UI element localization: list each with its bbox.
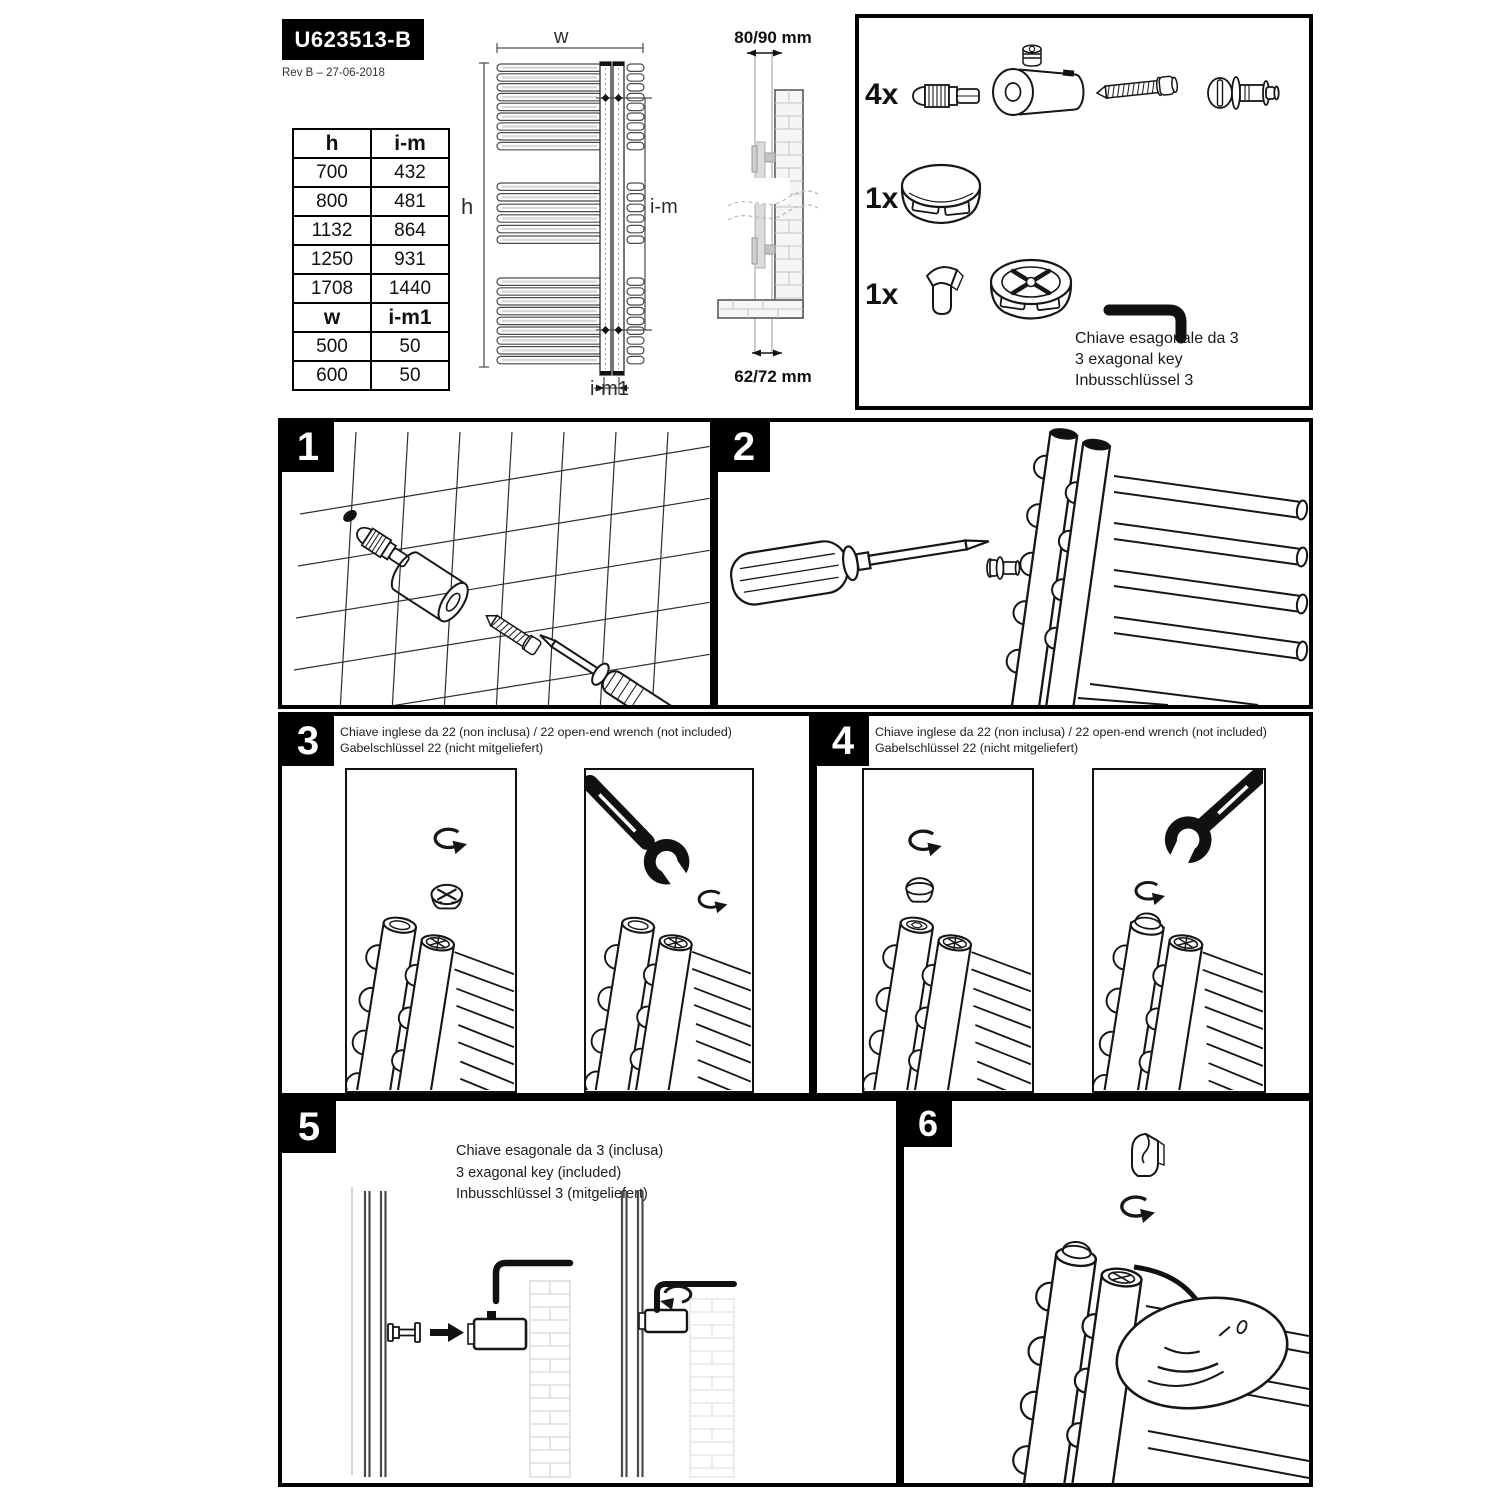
step2-panel [714, 418, 1313, 709]
step3-note-line1: Chiave inglese da 22 (non inclusa) / 22 open-end wrench (not included) [340, 725, 732, 739]
step5-note-line2: 3 exagonal key (included) [456, 1164, 622, 1181]
arrow-icon [430, 1323, 464, 1342]
valve-icon [991, 260, 1071, 319]
spec-cell: 1132 [293, 216, 371, 245]
blind-cap-icon [906, 878, 933, 902]
radiator-corner [999, 426, 1308, 705]
spec-cell: w [293, 303, 371, 332]
qty-label-1x-cap: 1x [865, 182, 899, 215]
dim-label-im1: i-m1 [590, 378, 629, 400]
spec-cell: 600 [293, 361, 371, 390]
screwdriver-icon [728, 516, 993, 608]
step5-note-line1: Chiave esagonale da 3 (inclusa) [456, 1143, 664, 1159]
step3-panel [278, 712, 813, 1097]
bolt-icon [987, 557, 1020, 579]
spec-cell: 50 [371, 361, 449, 390]
revision-label: Rev B – 27-06-2018 [282, 67, 385, 79]
spec-cell: i-m1 [371, 303, 449, 332]
step-number-badge: 5 [282, 1101, 336, 1153]
step1-panel [278, 418, 714, 709]
spec-cell: h [293, 129, 371, 158]
dim-label-wall-bottom: 62/72 mm [734, 367, 812, 386]
wall-bracket [468, 1311, 526, 1349]
step4-note [875, 724, 1305, 756]
rotation-arrow-icon [1136, 882, 1165, 905]
dim-label-im: i-m [650, 196, 678, 218]
spec-cell: 1250 [293, 245, 371, 274]
parts-panel [855, 14, 1313, 410]
step4-note-line1: Chiave inglese da 22 (non inclusa) / 22 open-end wrench (not included) [875, 725, 1267, 739]
spec-cell: 500 [293, 332, 371, 361]
drill-hole [341, 508, 359, 525]
step-number-badge: 6 [904, 1101, 952, 1147]
step-number-badge: 1 [282, 422, 334, 472]
step3-note [340, 724, 780, 756]
brick-wall [530, 1281, 570, 1477]
step-number-badge: 3 [282, 716, 334, 766]
spacer-icon [993, 69, 1083, 115]
rotation-arrow-icon [1122, 1197, 1155, 1223]
step6-panel [900, 1097, 1313, 1487]
wrench-icon [590, 783, 694, 895]
spec-cell: i-m [371, 129, 449, 158]
step4-sub-right [1092, 768, 1266, 1093]
wall-plug-icon [353, 522, 413, 570]
side-view-radiator-profile [728, 142, 818, 268]
qty-label-4x: 4x [865, 78, 899, 111]
step4a-illustration [864, 770, 1031, 1090]
spec-cell: 481 [371, 187, 449, 216]
wrench-icon [1165, 776, 1259, 876]
spec-cell: 432 [371, 158, 449, 187]
spec-cell: 700 [293, 158, 371, 187]
brick-wall [690, 1299, 734, 1477]
towel-tubes [1078, 476, 1301, 705]
step5-panel [278, 1097, 900, 1487]
product-code: U623513-B [294, 26, 412, 52]
allen-key-caption-it: Chiave esagonale da 3 [1075, 330, 1239, 347]
step-number-badge: 4 [817, 716, 869, 766]
step4-sub-left [862, 768, 1034, 1093]
step2-illustration [718, 422, 1309, 705]
front-view-tubes [497, 64, 602, 364]
screw-icon [482, 609, 542, 656]
clip-icon [927, 267, 963, 314]
front-view-stubs [627, 64, 644, 364]
rotation-arrow-icon [660, 1286, 691, 1310]
step5-note-line3: Inbusschlüssel 3 (mitgeliefert) [456, 1186, 648, 1202]
step3-sub-right [584, 768, 754, 1093]
step-number-badge: 2 [718, 422, 770, 472]
step5-illustration [338, 1181, 898, 1479]
allen-key-caption-de: Inbusschlüssel 3 [1075, 372, 1194, 389]
rotation-arrow-icon [699, 891, 727, 913]
step4b-illustration [1094, 770, 1263, 1090]
screw-icon [1096, 76, 1178, 102]
valve-cap-icon [431, 885, 462, 909]
cap-icon [902, 165, 980, 223]
bolt-icon [1208, 77, 1279, 109]
step3-note-line2: Gabelschlüssel 22 (nicht mitgeliefert) [340, 741, 544, 755]
spec-cell: 864 [371, 216, 449, 245]
allen-key-caption [1075, 328, 1310, 391]
rotation-arrow-icon [435, 829, 467, 854]
step4-note-line2: Gabelschlüssel 22 (nicht mitgeliefert) [875, 741, 1079, 755]
qty-label-1x-valve: 1x [865, 278, 899, 311]
dim-label-wall-top: 80/90 mm [734, 28, 812, 47]
pipe-lines [622, 1191, 643, 1477]
tile-grid [292, 432, 710, 705]
allen-key-caption-en: 3 exagonal key [1075, 351, 1183, 368]
spec-cell: 1440 [371, 274, 449, 303]
step6-illustration [904, 1101, 1309, 1483]
spec-cell: 1708 [293, 274, 371, 303]
spec-cell: 931 [371, 245, 449, 274]
spec-cell: 50 [371, 332, 449, 361]
clip-icon [1132, 1134, 1164, 1176]
step4-panel [813, 712, 1313, 1097]
step1-illustration [282, 422, 710, 705]
wall-bracket [639, 1310, 687, 1332]
spec-panel [278, 10, 852, 410]
step3-sub-left [345, 768, 517, 1093]
dim-label-h: h [461, 194, 474, 219]
radiator-dimension-diagram [278, 10, 852, 410]
dim-label-w: w [554, 26, 569, 48]
step3a-illustration [347, 770, 514, 1090]
screwdriver-icon [533, 625, 691, 705]
pipe-lines [365, 1191, 386, 1477]
wall-plug-icon [913, 85, 979, 107]
rotation-arrow-icon [910, 831, 942, 856]
spec-cell: 800 [293, 187, 371, 216]
step3b-illustration [586, 770, 751, 1090]
grub-screw-icon [1023, 45, 1041, 66]
bolt-icon [388, 1323, 420, 1342]
